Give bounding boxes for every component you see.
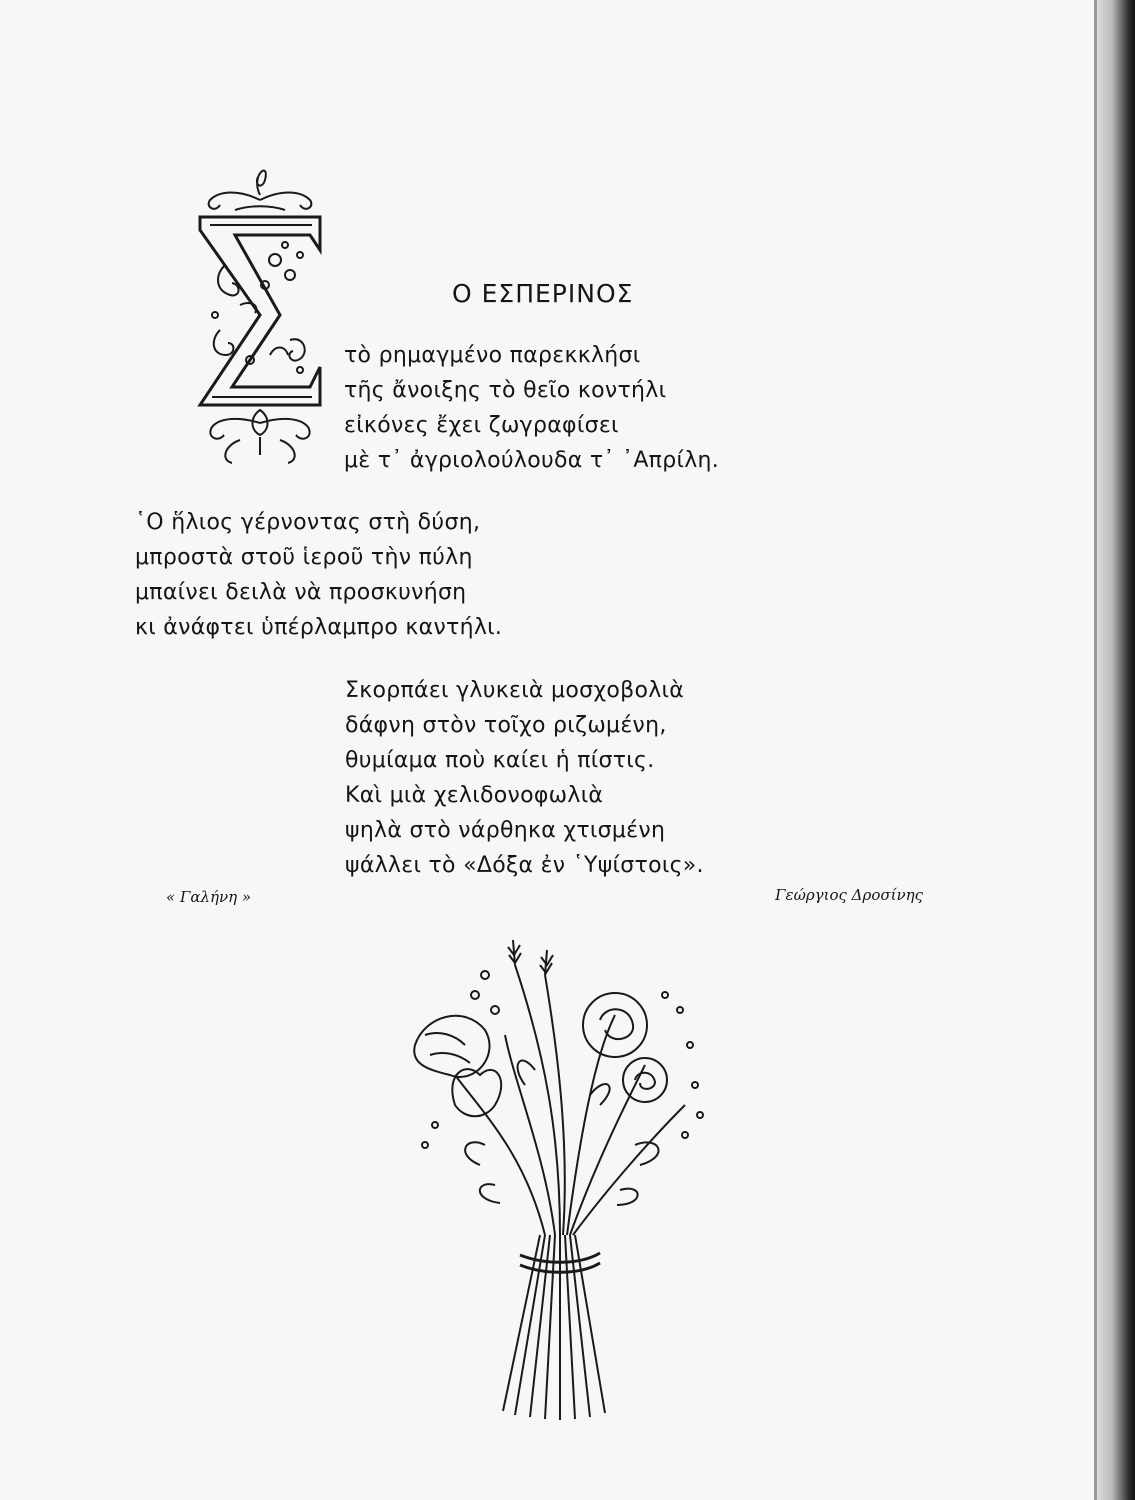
decorative-initial-sigma: [180, 155, 340, 475]
verse-line: εἰκόνες ἔχει ζωγραφίσει: [344, 413, 619, 438]
verse-line: ψάλλει τὸ «Δόξα ἐν ῾Υψίστοις».: [345, 853, 704, 878]
page-edge-shadow: [1097, 0, 1135, 1500]
verse-line: ῾Ο ἥλιος γέρνοντας στὴ δύση,: [135, 510, 481, 535]
stanza-3: [345, 673, 704, 883]
author-name: Γεώργιος Δροσίνης: [775, 886, 923, 904]
source-collection: « Γαλήνη »: [166, 888, 252, 906]
stanza-1: [344, 338, 719, 478]
verse-line: τὸ ρημαγμένο παρεκκλήσι: [344, 343, 641, 368]
verse-line: μπαίνει δειλὰ νὰ προσκυνήση: [135, 580, 467, 605]
verse-line: μὲ τ᾽ ἀγριολούλουδα τ᾽ ᾽Απρίλη.: [344, 448, 720, 473]
bouquet-illustration: [395, 935, 725, 1430]
verse-line: τῆς ἄνοιξης τὸ θεῖο κοντήλι: [344, 378, 667, 403]
verse-line: Καὶ μιὰ χελιδονοφωλιὰ: [345, 783, 604, 808]
verse-line: ψηλὰ στὸ νάρθηκα χτισμένη: [345, 818, 666, 843]
poem-title: Ο ΕΣΠΕΡΙΝΟΣ: [452, 279, 634, 308]
verse-line: Σκορπάει γλυκειὰ μοσχοβολιὰ: [345, 678, 685, 703]
stanza-2: [135, 505, 502, 645]
verse-line: μπροστὰ στοῦ ἱεροῦ τὴν πύλη: [135, 545, 473, 570]
verse-line: θυμίαμα ποὺ καίει ἡ πίστις.: [345, 748, 655, 773]
verse-line: δάφνη στὸν τοῖχο ριζωμένη,: [345, 713, 667, 738]
verse-line: κι ἀνάφτει ὑπέρλαμπρο καντήλι.: [135, 615, 503, 640]
